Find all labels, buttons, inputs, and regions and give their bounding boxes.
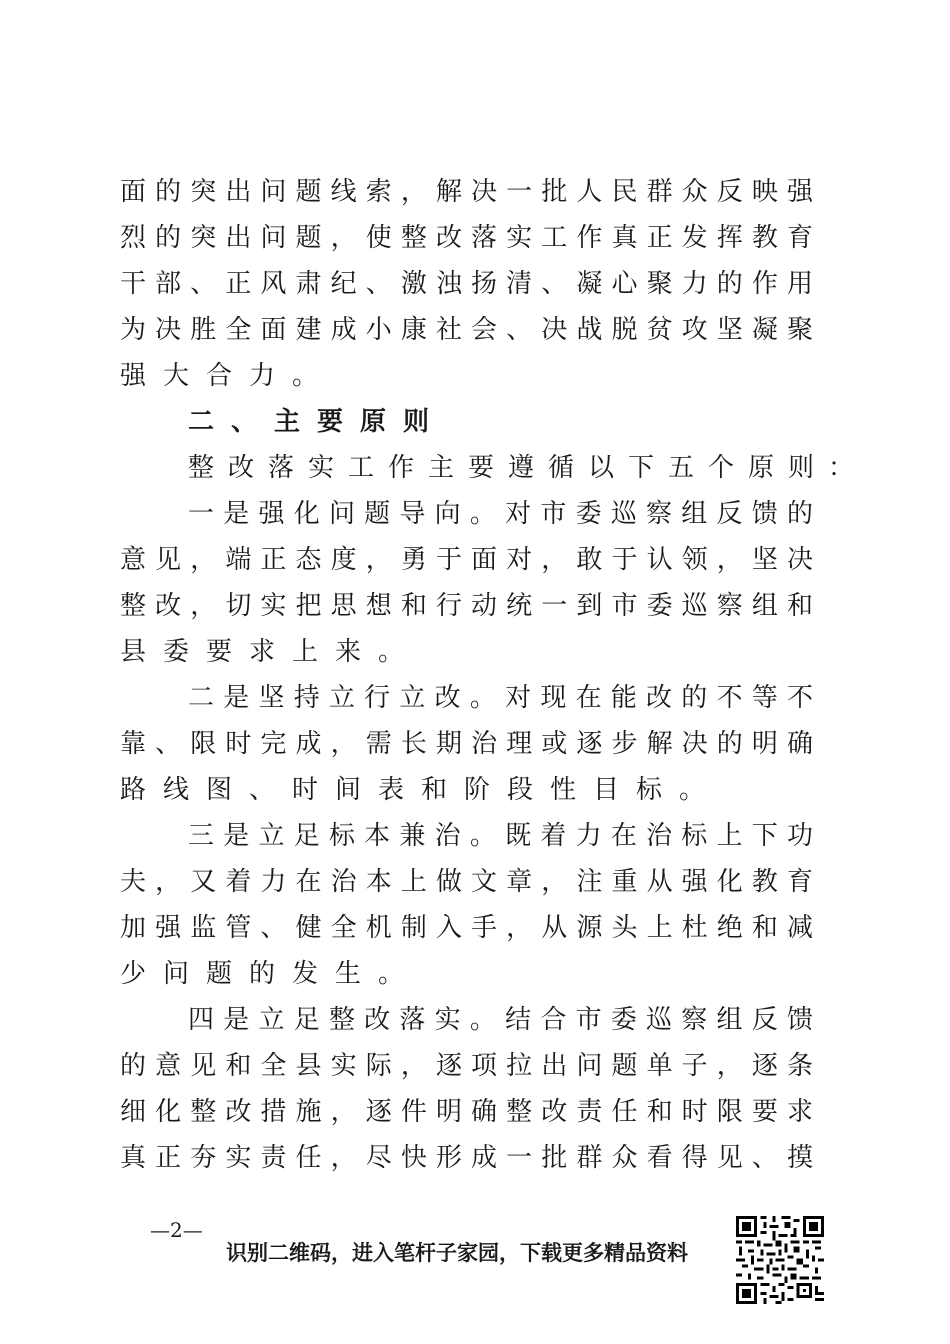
body-line: 强大合力。 [120,361,336,391]
page-number: —2— [150,1218,203,1242]
body-line: 整改，切实把思想和行动统一到市委巡察组和 [120,591,813,621]
body-line: 真正夯实责任，尽快形成一批群众看得见、摸 [120,1143,813,1173]
body-line: 四是立足整改落实。结合市委巡察组反馈 [188,1005,813,1035]
body-line: 夫，又着力在治本上做文章，注重从强化教育 [120,867,813,897]
body-line: 二是坚持立行立改。对现在能改的不等不 [188,683,813,713]
body-line: 烈的突出问题，使整改落实工作真正发挥教育 [120,223,813,253]
body-line: 靠、限时完成，需长期治理或逐步解决的明确 [120,729,813,759]
body-line: 整改落实工作主要遵循以下五个原则： [188,453,869,483]
body-line: 一是强化问题导向。对市委巡察组反馈的 [188,499,813,529]
body-line: 意见，端正态度，勇于面对，敢于认领，坚决 [120,545,813,575]
body-line: 为决胜全面建成小康社会、决战脱贫攻坚凝聚 [120,315,813,345]
section-heading: 二、主要原则 [188,407,447,437]
body-line: 的意见和全县实际，逐项拉出问题单子，逐条 [120,1051,813,1081]
body-line: 三是立足标本兼治。既着力在治标上下功 [188,821,813,851]
body-line: 面的突出问题线索，解决一批人民群众反映强 [120,177,813,207]
body-line: 少问题的发生。 [120,959,422,989]
body-line: 干部、正风肃纪、激浊扬清、凝心聚力的作用 [120,269,813,299]
footer-note: 识别二维码，进入笔杆子家园，下载更多精品资料 [226,1240,688,1265]
body-line: 县委要求上来。 [120,637,422,667]
qr-code-icon[interactable] [736,1216,824,1304]
body-line: 加强监管、健全机制入手，从源头上杜绝和减 [120,913,813,943]
body-line: 细化整改措施，逐件明确整改责任和时限要求 [120,1097,813,1127]
body-line: 路线图、时间表和阶段性目标。 [120,775,723,805]
